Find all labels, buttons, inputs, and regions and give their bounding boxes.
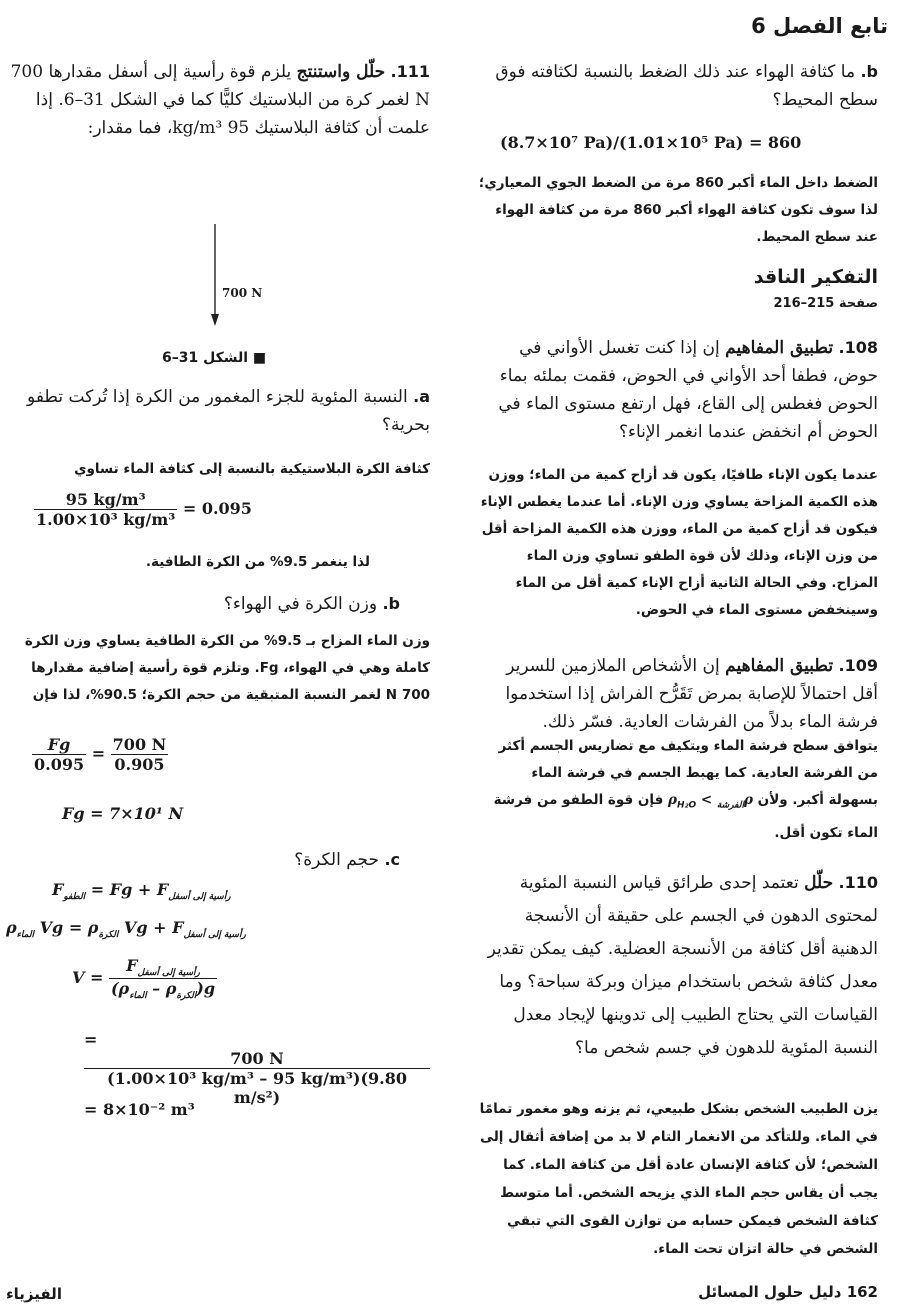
question-109-number: 109. [838,656,878,675]
weight-fraction-2-numerator: 700 N [112,735,167,754]
question-b [478,58,878,114]
force-arrow-head [211,314,219,326]
chapter-header: تابع الفصل 6 [751,14,888,38]
eq3-g: )g [196,979,216,999]
volume-equation-4 [84,1030,430,1107]
weight-fraction-1-numerator: Fg [32,735,86,755]
question-b-left [224,590,400,618]
question-b-label: b. [860,62,878,81]
question-b-equation: (8.7×10⁷ Pa)/(1.01×10⁵ Pa) = 860 [500,133,802,152]
question-110-answer: يزن الطبيب الشخص بشكل طبيعي، ثم يزنه وهو مغمور تمامًا في الماء. وللتأكد من الانغمار التام لا بد من إضافة أثقال إلى الشخص؛ لأن كثافة الإنسان عادة أقل من كثافة الماء. كما يجب أن يقاس حجم الماء الذي يزيحه الشخص. أما متوسط كثافة الشخص فيمكن حسابه من توازن القوى التي تبقي الشخص في حالة اتزان تحت الماء. [479,1101,878,1257]
eq4-equals: = [84,1030,98,1049]
section-pages-range: 215–216 [773,296,835,311]
eq4-fraction [84,1049,430,1107]
question-109-answer [478,733,878,847]
volume-equation-3 [72,956,217,1001]
question-c-text: حجم الكرة؟ [294,850,380,870]
question-111-text: يلزم قوة رأسية إلى أسفل مقدارها 700 N لغمر كرة من البلاستيك كليًّا كما في الشكل 31–6. إذا علمت أن كثافة البلاستيك 95 kg/m³، فما مقدار: [10,62,430,138]
eq2-end: Vg + F [123,918,184,937]
question-a-text: النسبة المئوية للجزء المغمور من الكرة إذا تُركت تطفو بحرية؟ [27,387,430,435]
rho-symbol-water: ρ [668,792,677,808]
eq1-sub-down: رأسية إلى أسفل [168,892,231,903]
density-fraction-numerator: 95 kg/m³ [34,490,177,510]
section-title: التفكير الناقد [753,266,878,288]
weight-fraction-2 [111,735,169,774]
question-110-text: تعتمد إحدى طرائق قياس النسبة المئوية لمحتوى الدهون في الجسم على حقيقة أن الأنسجة الدهنية أقل كثافة من الأنسجة العضلية. كيف يمكن تقدير معدل كثافة شخص باستخدام ميزان وبركة سباحة؟ وما القياسات التي يحتاج الطبيب إلى تدوينها لإيجاد معدل النسبة المئوية للدهون في جسم شخص ما؟ [487,873,878,1058]
question-c [294,846,400,874]
eq3-sub-ball: الكرة [176,991,197,1002]
question-110 [478,866,878,1065]
rho-symbol: ρ [743,792,753,808]
rho-subscript-mattress: الفرشة [716,800,744,811]
question-108-text: إن إذا كنت تغسل الأواني في حوض، فطفا أحد الأواني في الحوض، فقمت بملئه بماء الحوض فغطس إلى القاع، فهل ارتفع مستوى الماء في الحوض أم انخفض عندما انغمر الإناء؟ [498,338,878,442]
footer-book [698,1283,878,1301]
greater-than: > [700,792,713,808]
figure-caption: ■ الشكل 31–6 [162,350,267,366]
eq2-rho-water: ρ [6,918,17,937]
footer-book-title: دليل حلول المسائل [698,1283,842,1301]
density-inequality [663,792,753,811]
rho-subscript-water: H₂O [677,800,697,811]
figure-force-label: 700 N [222,286,263,300]
question-109 [478,652,878,736]
right-column [470,0,900,1314]
question-b-left-equation [32,735,168,774]
eq3-rho1: (ρ [110,979,130,999]
question-c-label: c. [384,850,400,869]
volume-equation-1 [52,880,231,902]
question-111-number: 111. [390,62,430,81]
eq3-sub-down: رأسية إلى أسفل [137,968,200,979]
eq3-f: F [126,956,138,975]
question-109-answer-part2: فإن قوة الطفو من فرشة الماء تكون أقل. [493,792,878,841]
question-108-keyword: تطبيق المفاهيم [725,338,834,358]
question-109-answer-part1: يتوافق سطح فرشة الماء ويتكيف مع تضاريس الجسم أكثر من الفرشة العادية. كما يهبط الجسم في فرشة الماء بسهولة أكبر. ولأن [498,738,878,808]
question-110-keyword: حلّل [804,873,834,893]
question-111-keyword: حلّل واستنتج [296,62,386,82]
density-fraction-result: = 0.095 [182,499,252,518]
eq1-sub-buoyant: الطفو [63,892,86,903]
question-109-keyword: تطبيق المفاهيم [725,656,834,676]
question-111 [4,58,430,142]
question-109-text: إن الأشخاص الملازمين للسرير أقل احتمالاً للإصابة بمرض تَقَرُّح الفراش إذا استخدموا فرشة الماء بدلاً من الفرشات العادية. فسّر ذلك. [505,656,878,732]
volume-result: = 8×10⁻² m³ [84,1100,195,1119]
section-pages-label: صفحة [838,296,878,311]
eq4-denominator: (1.00×10³ kg/m³ – 95 kg/m³)(9.80 m/s²) [107,1069,407,1107]
eq2-sub-ball: الكرة [98,930,119,941]
left-column [0,0,430,1314]
eq2-sub-water: الماء [16,930,35,941]
eq2-sub-down: رأسية إلى أسفل [183,930,246,941]
question-b-left-answer: وزن الماء المزاح بـ 9.5% من الكرة الطافية يساوي وزن الكرة كاملة وهي في الهواء، Fg. وتلزم قوة رأسية إضافية مقدارها 700 N لغمر النسبة المتبقية من حجم الكرة؛ 90.5%، لذا فإن [24,633,430,703]
eq1-rhs: = Fg + F [90,880,169,899]
eq1-f-buoyant: F [52,880,64,899]
eq3-lhs: V = [72,968,104,988]
density-fraction-denominator: 1.00×10³ kg/m³ [36,510,176,529]
question-a-answer-2: لذا ينغمر 9.5% من الكرة الطافية. [145,554,370,570]
footer-subject: الفيزياء [6,1285,62,1303]
question-b-left-label: b. [382,594,400,613]
question-110-number: 110. [838,873,878,892]
question-a [4,383,430,439]
eq2-mid: Vg = ρ [39,918,99,937]
force-arrow-figure [205,220,235,330]
eq3-rho2: – ρ [146,979,177,999]
question-a-equation [34,490,252,529]
question-a-answer: كثافة الكرة البلاستيكية بالنسبة إلى كثافة الماء تساوي [74,461,430,477]
question-108-answer: عندما يكون الإناء طافيًا، يكون قد أزاح كمية من الماء؛ ووزن هذه الكمية المزاحة يساوي وزن الإناء. أما عندما يغطس الإناء فيكون قد أزاح كمية من الماء، ووزن هذه الكمية المزاحة أقل من وزن الإناء، وذلك لأن قوة الطفو تساوي وزن الماء المزاح. وفي الحالة الثانية أزاح الإناء كمية أقل من الماء وسينخفض مستوى الماء في الحوض. [480,467,878,618]
question-108 [478,334,878,446]
question-b-answer: الضغط داخل الماء أكبر 860 مرة من الضغط الجوي المعياري؛ لذا سوف تكون كثافة الهواء أكبر 860 مرة من كثافة الهواء عند سطح المحيط. [478,175,878,245]
question-a-label: a. [413,387,430,406]
density-fraction [34,490,177,529]
question-b-left-text: وزن الكرة في الهواء؟ [223,594,378,614]
weight-fraction-2-denominator: 0.905 [114,755,165,774]
weight-result: Fg = 7×10¹ N [62,804,184,823]
eq3-denominator [109,979,217,1001]
weight-fraction-1-denominator: 0.095 [34,755,85,774]
eq3-fraction [109,956,217,1001]
weight-fraction-1 [32,735,86,774]
eq3-sub-water: الماء [129,991,147,1002]
question-108-number: 108. [838,338,878,357]
equals-sign: = [91,744,106,763]
volume-equation-2 [6,918,246,940]
eq4-numerator: 700 N [84,1049,430,1069]
section-pages [774,296,878,311]
eq3-numerator [109,956,217,979]
question-b-text: ما كثافة الهواء عند ذلك الضغط بالنسبة لكثافته فوق سطح المحيط؟ [495,62,878,110]
footer-page-number: 162 [846,1283,878,1301]
